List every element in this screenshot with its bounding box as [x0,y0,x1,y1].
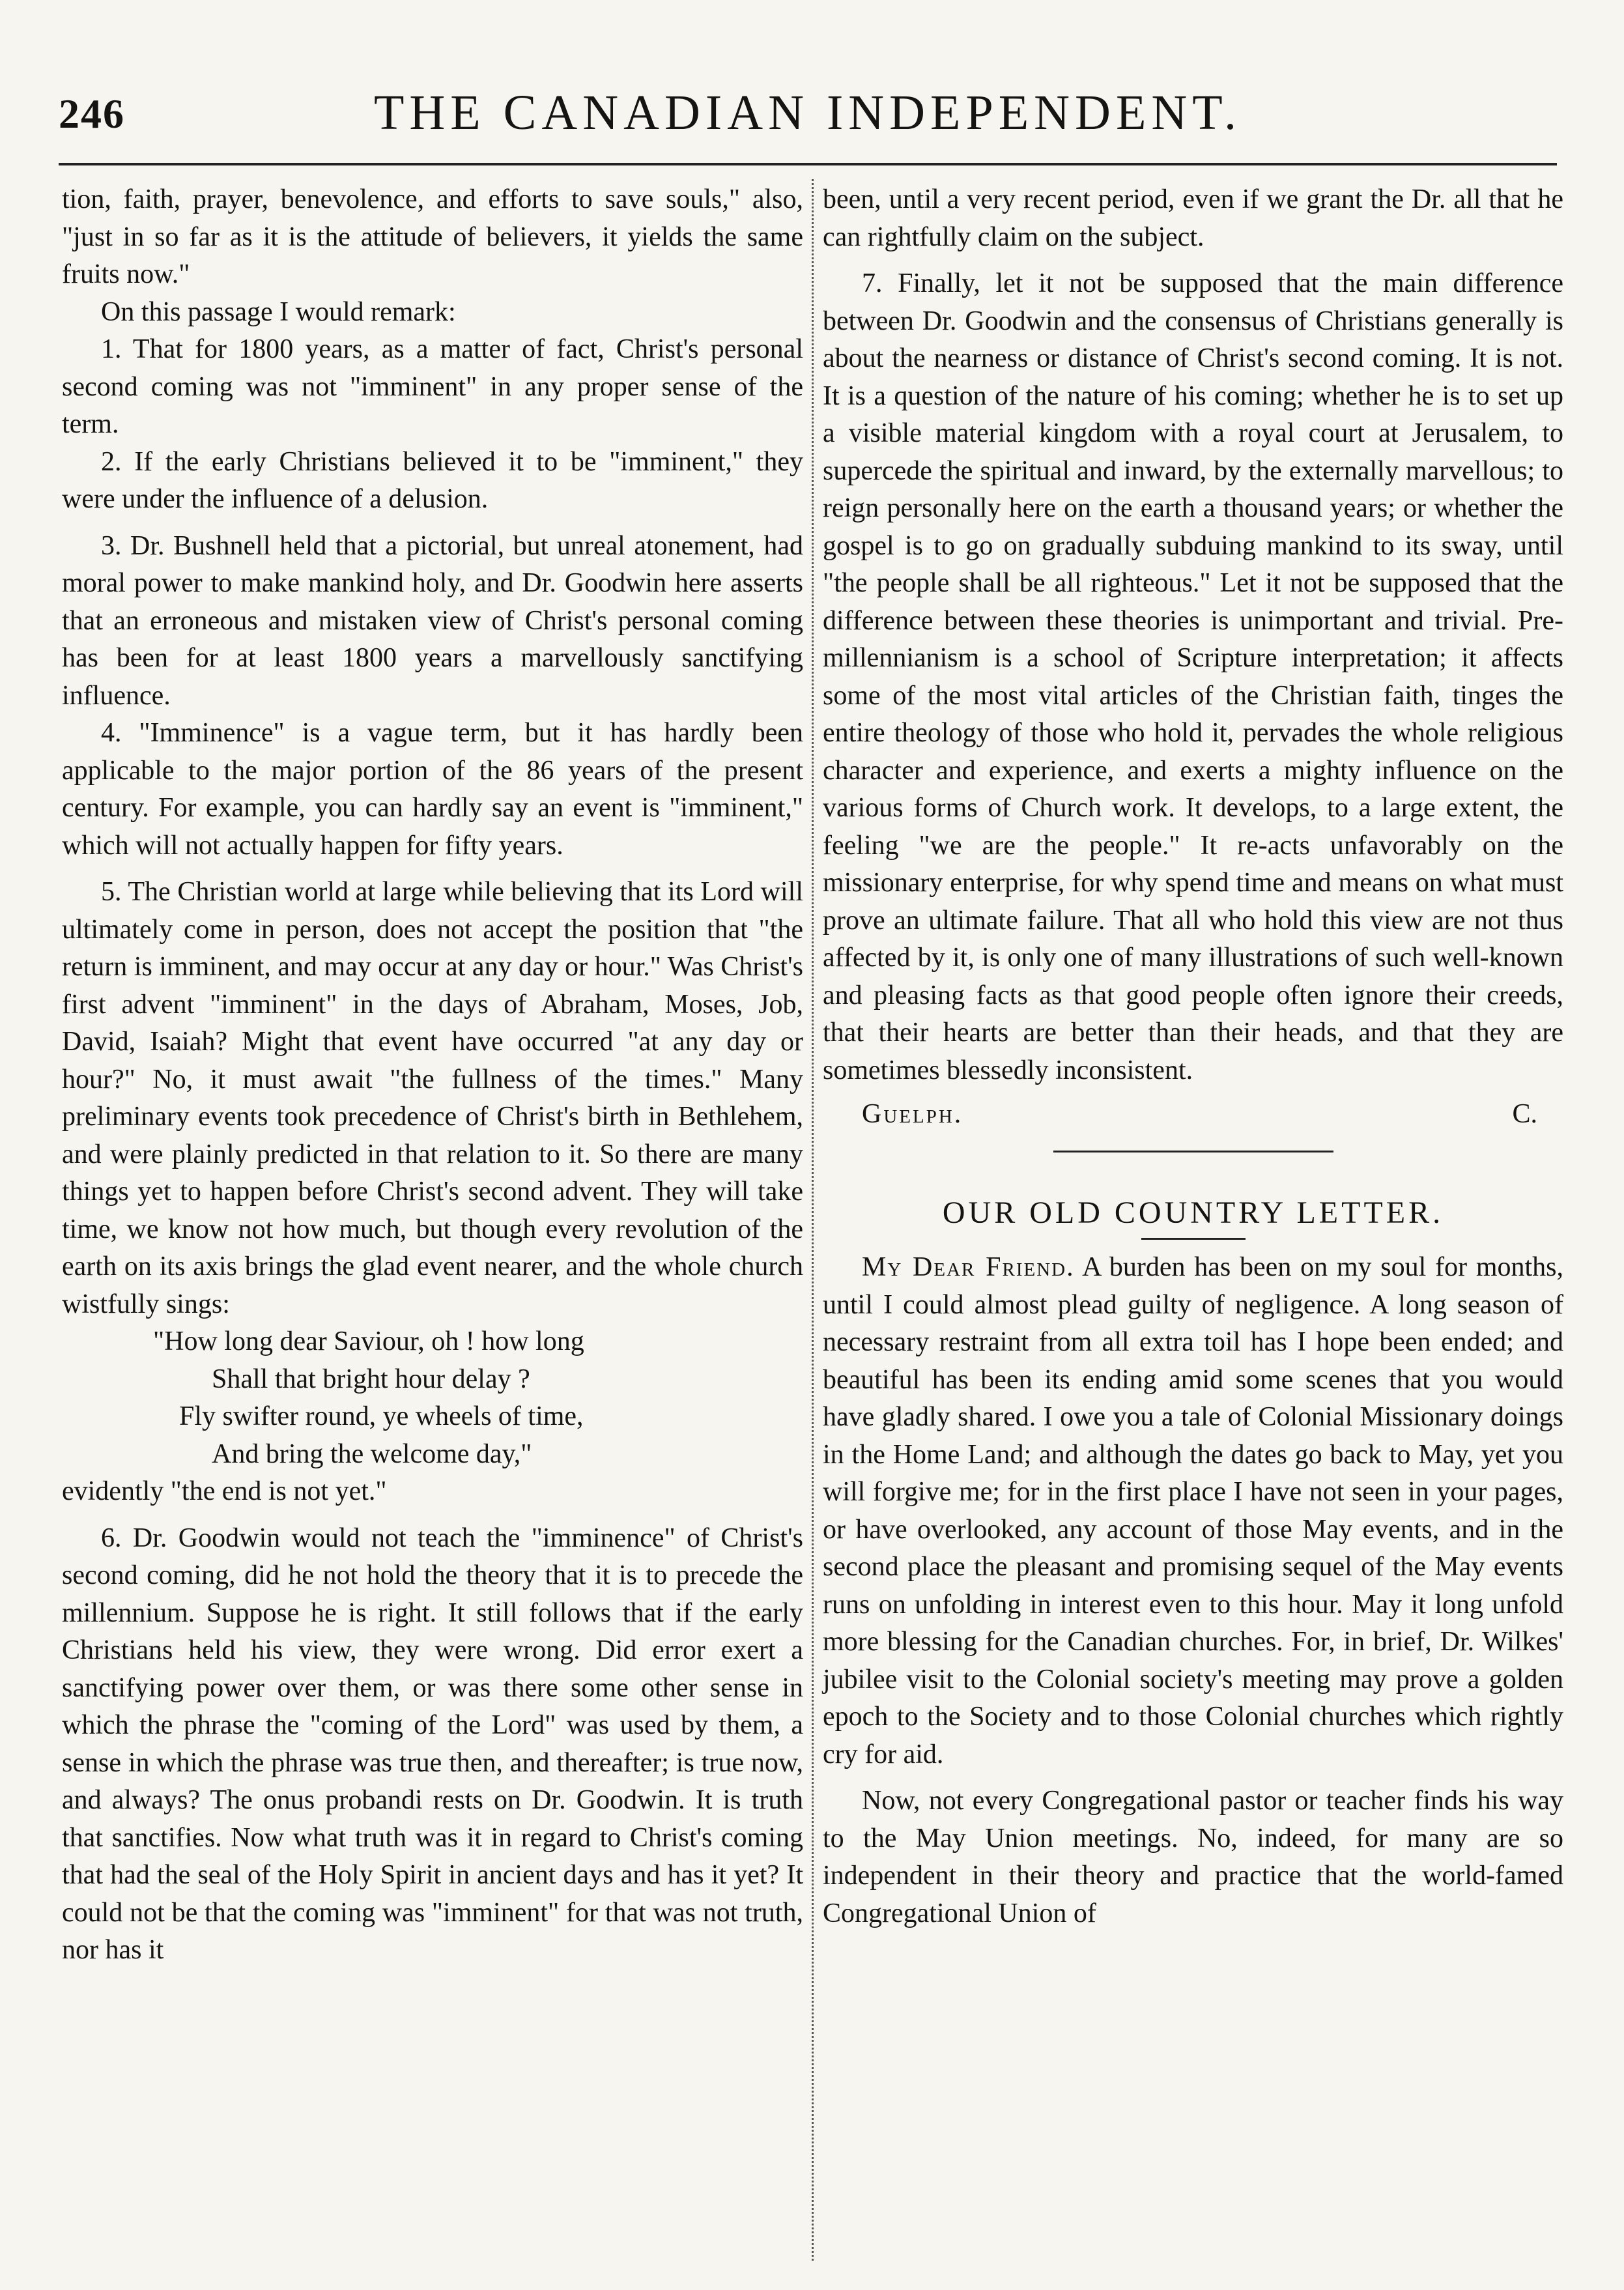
verse-line: Fly swifter round, ye wheels of time, [179,1401,584,1431]
column-divider [812,179,814,2261]
paragraph: been, until a very recent period, even if we grant the Dr. all that he can rightfully claim on the subject. [823,184,1563,252]
paragraph: 7. Finally, let it not be supposed that the main difference between Dr. Goodwin and the consensus of Christians generally is about the nearness or distance of Christ's second coming. It is not. It is a question of the nature of his coming; whether he is to set up a visible material kingdom with a royal court at Jerusalem, to supercede the spiritual and inward, by the externally marvellous; to reign personally here on the earth a thousand years; or whether the gospel is to go on gradually subduing mankind to its sway, until "the people shall be all righteous." Let it not be supposed that the difference between these theories is unimportant and trivial. Pre-millennianism is a school of Scripture interpretation; it affects some of the most vital articles of the Christian faith, tinges the entire theology of those who hold it, pervades the whole religious character and experience, and exerts a mighty influence on the various forms of Church work. It develops, to a large extent, the feeling "we are the people." It re-acts unfavorably on the missionary enterprise, for why spend time and means on what must prove an ultimate failure. That all who hold this view are not thus affected by it, is only one of many illustrations of such well-known and pleasing facts as that good people often ignore their creeds, that their hearts are better than their heads, and that they are sometimes blessedly inconsistent. [823,268,1563,1085]
paragraph-text: A burden has been on my soul for months, until I could almost plead guilty of negligence. A long season of necessary restraint from all extra toil has I hope been ended; and beautiful has been its ending amid some scenes that you would have gladly shared. I owe you a tale of Colonial Missionary doings in the Home Land; and although the dates go back to May, yet you will forgive me; for in the first place I have not seen in your pages, or have overlooked, any account of those May events, and in the second place the pleasant and promising sequel of the May events runs on unfolding in interest even to this hour. May it long unfold more blessing for the Canadian churches. For, in brief, Dr. Wilkes' jubilee visit to the Colonial society's meeting may prove a golden epoch to the Society and to those Colonial churches which rightly cry for aid. [823,1252,1564,1769]
paragraph: evidently "the end is not yet." [62,1476,387,1506]
paragraph: On this passage I would remark: [101,296,456,327]
salutation: My Dear Friend. [862,1252,1075,1282]
paragraph: 6. Dr. Goodwin would not teach the "imminence" of Christ's second coming, did he not hold the theory that it is to precede the millennium. Suppose he is right. It still follows that if the early Christians held his view, they were wrong. Did error exert a sanctifying power over them, or was there some other sense in which the phrase the "coming of the Lord" was used by them, a sense in which the phrase was true then, and thereafter; is true now, and always? The onus probandi rests on Dr. Goodwin. It is truth that sanctifies. Now what truth was it in regard to Christ's coming that had the seal of the Holy Spirit in ancient days and has it yet? It could not be that the coming was "imminent" for that was not truth, nor has it [62,1523,803,1965]
verse-line: Shall that bright hour delay ? [212,1364,530,1394]
letter-paragraph [823,1249,1563,1773]
paragraph: 3. Dr. Bushnell held that a pictorial, but unreal atonement, had moral power to make mankind holy, and Dr. Goodwin here asserts that an erroneous and mistaken view of Christ's personal coming has been for at least 1800 years a marvellously sanctifying influence. [62,530,803,711]
signoff-initial: C. [1512,1099,1537,1129]
title-rule [1141,1238,1246,1240]
paragraph: 2. If the early Christians believed it to be "imminent," they were under the influence of a delusion. [62,446,803,514]
page-header [59,78,1557,150]
right-column [823,181,1563,1932]
verse-line: And bring the welcome day," [212,1438,532,1469]
section-rule [1053,1151,1333,1152]
journal-title: THE CANADIAN INDEPENDENT. [373,85,1242,140]
signoff-place: Guelph. [862,1099,963,1129]
section-title: OUR OLD COUNTRY LETTER. [942,1195,1444,1230]
paragraph: 4. "Imminence" is a vague term, but it has hardly been applicable to the major portion of the 86 years of the present century. For example, you can hardly say an event is "imminent," which will not actually happen for fifty years. [62,718,803,861]
header-rule [59,163,1557,165]
left-column [62,181,803,1969]
paragraph: 1. That for 1800 years, as a matter of fact, Christ's personal second coming was not "imminent" in any proper sense of the term. [62,334,803,439]
paragraph: 5. The Christian world at large while believing that its Lord will ultimately come in person, does not accept the position that "the return is imminent, and may occur at any day or hour." Was Christ's first advent "imminent" in the days of Abraham, Moses, Job, David, Isaiah? Might that event have occurred "at any day or hour?" No, it must await "the fullness of the times." Many preliminary events took precedence of Christ's birth in Bethlehem, and were plainly predicted in that relation to it. So there are many things yet to happen before Christ's second advent. They will take time, we know not how much, but though every revolution of the earth on its axis brings the glad event nearer, and the whole church wistfully sings: [62,877,803,1319]
paragraph: tion, faith, prayer, benevolence, and efforts to save souls," also, "just in so far as it is the attitude of believers, it yields the same fruits now." [62,184,803,289]
hymn-verse [62,1323,803,1473]
verse-line: "How long dear Saviour, oh ! how long [153,1326,584,1356]
page-number: 246 [59,91,125,137]
signoff [823,1096,1563,1134]
paragraph: Now, not every Congregational pastor or teacher finds his way to the May Union meetings. No, indeed, for many are so independent in their theory and practice that the world-famed Congregational Union of [823,1786,1563,1928]
